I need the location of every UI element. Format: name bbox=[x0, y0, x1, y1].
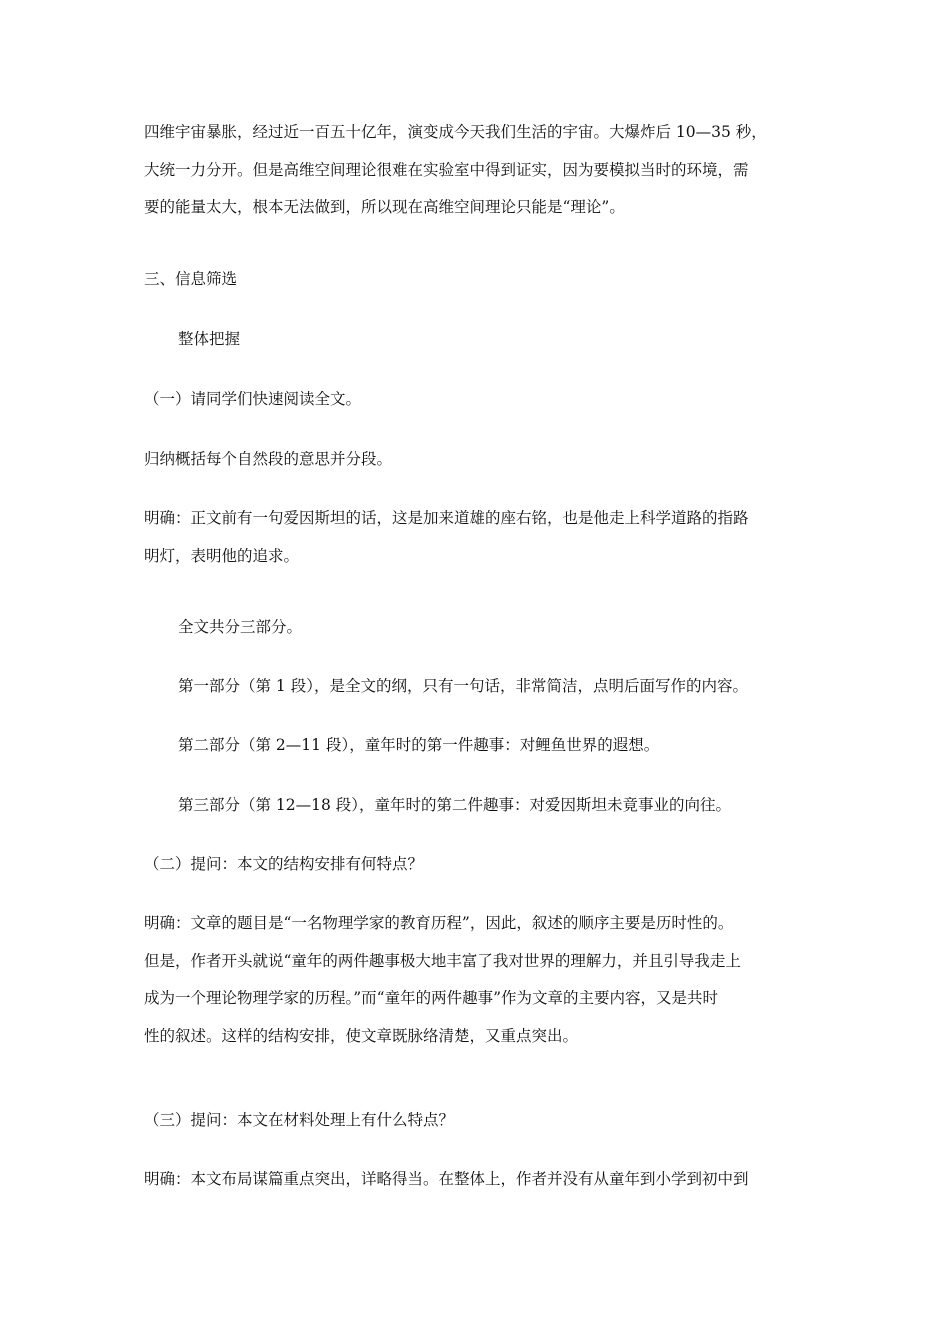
subheading-overall-grasp: 整体把握 bbox=[178, 330, 241, 348]
question-one: （一）请同学们快速阅读全文。 bbox=[144, 390, 362, 408]
parts-intro: 全文共分三部分。 bbox=[178, 618, 303, 636]
text-line: 明确：文章的题目是“一名物理学家的教育历程”，因此，叙述的顺序主要是历时性的。 bbox=[144, 914, 734, 932]
part-two-summary: 第二部分（第 2—11 段），童年时的第一件趣事：对鲤鱼世界的遐想。 bbox=[178, 736, 660, 754]
text-line: 但是，作者开头就说“童年的两件趣事极大地丰富了我对世界的理解力，并且引导我走上 bbox=[144, 951, 741, 970]
part-one-summary: 第一部分（第 1 段），是全文的纲，只有一句话，非常简洁，点明后面写作的内容。 bbox=[178, 677, 748, 695]
answer-three bbox=[144, 1161, 808, 1199]
text-line: 性的叙述。这样的结构安排，使文章既脉络清楚，又重点突出。 bbox=[144, 1026, 579, 1045]
question-three: （三）提问：本文在材料处理上有什么特点？ bbox=[144, 1111, 455, 1129]
section-heading-information-screening: 三、信息筛选 bbox=[144, 270, 238, 288]
answer-one bbox=[144, 500, 808, 575]
text-line: 大统一力分开。但是高维空间理论很难在实验室中得到证实，因为要模拟当时的环境，需 bbox=[144, 160, 749, 179]
text-line: 明确：正文前有一句爱因斯坦的话，这是加来道雄的座右铭，也是他走上科学道路的指路 bbox=[144, 509, 749, 527]
part-three-summary: 第三部分（第 12—18 段），童年时的第二件趣事：对爱因斯坦未竟事业的向往。 bbox=[178, 796, 732, 814]
text-line: 明确：本文布局谋篇重点突出，详略得当。在整体上，作者并没有从童年到小学到初中到 bbox=[144, 1170, 749, 1188]
question-two: （二）提问：本文的结构安排有何特点？ bbox=[144, 855, 424, 873]
answer-two bbox=[144, 905, 808, 1055]
text-line: 四维宇宙暴胀，经过近一百五十亿年，演变成今天我们生活的宇宙。大爆炸后 10—35 秒， bbox=[144, 123, 767, 141]
text-line: 成为一个理论物理学家的历程。”而“童年的两件趣事”作为文章的主要内容，又是共时 bbox=[144, 989, 719, 1007]
paragraph-universe-expansion bbox=[144, 114, 808, 227]
text-line: 明灯，表明他的追求。 bbox=[144, 546, 300, 565]
text-line: 要的能量太大，根本无法做到，所以现在高维空间理论只能是“理论”。 bbox=[144, 198, 625, 216]
question-one-task: 归纳概括每个自然段的意思并分段。 bbox=[144, 450, 393, 468]
